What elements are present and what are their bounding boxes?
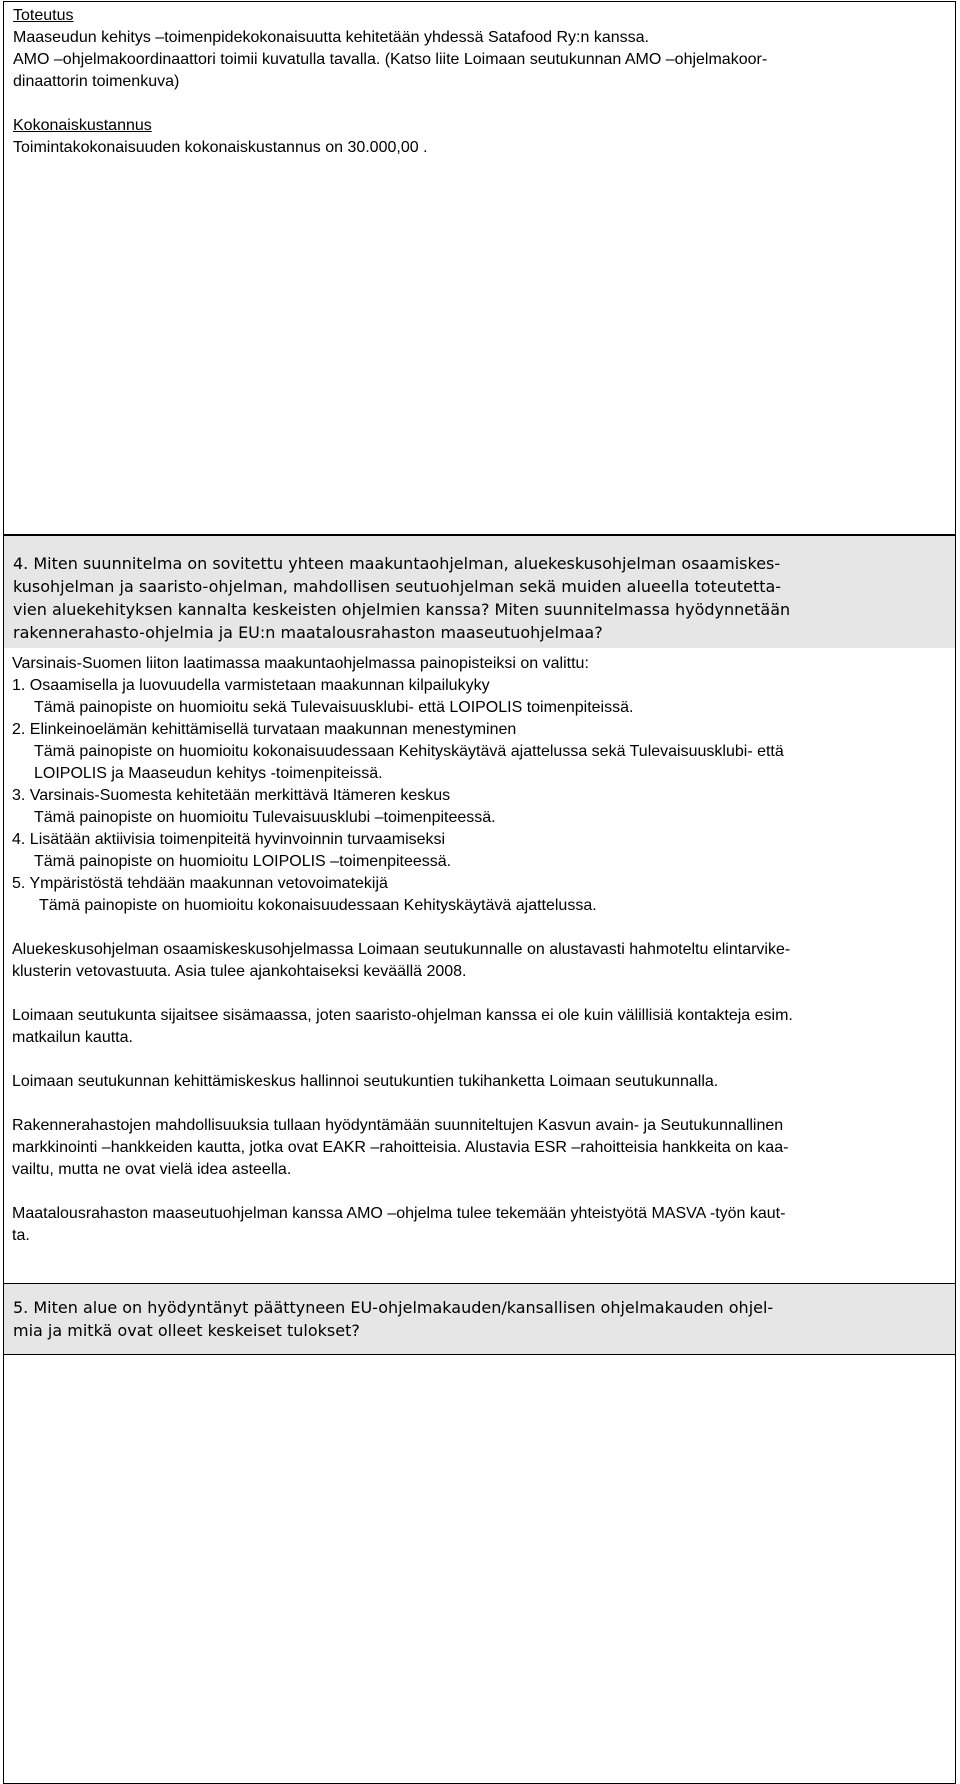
priority-note: Tämä painopiste on huomioitu Tulevaisuusklubi –toimenpiteessä. <box>34 809 496 826</box>
text-line: AMO –ohjelmakoordinaattori toimii kuvatulla tavalla. (Katso liite Loimaan seutukunnan AMO –ohjelmakoor- <box>13 51 768 68</box>
question-line: mia ja mitkä ovat olleet keskeiset tulokset? <box>13 1321 360 1340</box>
priority-note: Tämä painopiste on huomioitu kokonaisuudessaan Kehityskäytävä ajattelussa. <box>39 897 597 914</box>
priority-note: Tämä painopiste on huomioitu sekä Tulevaisuusklubi- että LOIPOLIS toimenpiteissä. <box>34 699 634 716</box>
question-5 <box>3 1283 956 1355</box>
question-line: 4. Miten suunnitelma on sovitettu yhteen maakuntaohjelman, aluekeskusohjelman osaamiskes- <box>13 554 781 573</box>
question-line: vien aluekehityksen kannalta keskeisten ohjelmien kanssa? Miten suunnitelmassa hyödynnetään <box>13 600 791 619</box>
priority-note: Tämä painopiste on huomioitu LOIPOLIS –toimenpiteessä. <box>34 853 452 870</box>
paragraph-line: matkailun kautta. <box>12 1029 133 1046</box>
paragraph-line: ta. <box>12 1227 30 1244</box>
priority-title: 4. Lisätään aktiivisia toimenpiteitä hyvinvoinnin turvaamiseksi <box>12 831 446 848</box>
paragraph-line: Loimaan seutukunta sijaitsee sisämaassa, joten saaristo-ohjelman kanssa ei ole kuin välillisiä kontakteja esim. <box>12 1007 793 1024</box>
paragraph-line: Aluekeskusohjelman osaamiskeskusohjelmassa Loimaan seutukunnalle on alustavasti hahmoteltu elintarvike- <box>12 941 791 958</box>
cost-heading: Kokonaiskustannus <box>13 117 152 134</box>
text-line: Maaseudun kehitys –toimenpidekokonaisuutta kehitetään yhdessä Satafood Ry:n kanssa. <box>13 29 649 46</box>
cost-text: Toimintakokonaisuuden kokonaiskustannus on 30.000,00 . <box>13 139 428 156</box>
section-heading: Toteutus <box>13 7 74 24</box>
priority-note: Tämä painopiste on huomioitu kokonaisuudessaan Kehityskäytävä ajattelussa sekä Tulevaisuusklubi- että <box>34 743 784 760</box>
text-line: dinaattorin toimenkuva) <box>13 73 180 90</box>
question-4 <box>3 535 956 648</box>
priority-title: 1. Osaamisella ja luovuudella varmistetaan maakunnan kilpailukyky <box>12 677 490 694</box>
priority-title: 5. Ympäristöstä tehdään maakunnan vetovoimatekijä <box>12 875 388 892</box>
priority-title: 2. Elinkeinoelämän kehittämisellä turvataan maakunnan menestyminen <box>12 721 517 738</box>
question-line: rakennerahasto-ohjelmia ja EU:n maatalousrahaston maaseutuohjelmaa? <box>13 623 603 642</box>
paragraph-line: Rakennerahastojen mahdollisuuksia tullaan hyödyntämään suunniteltujen Kasvun avain- ja Seutukunnallinen <box>12 1117 784 1134</box>
paragraph-line: vailtu, mutta ne ovat vielä idea asteella. <box>12 1161 292 1178</box>
question-line: kusohjelman ja saaristo-ohjelman, mahdollisen seutuohjelman sekä muiden alueella toteutetta- <box>13 577 782 596</box>
paragraph-line: klusterin vetovastuuta. Asia tulee ajankohtaiseksi keväällä 2008. <box>12 963 467 980</box>
section-toteutus <box>3 1 956 535</box>
answer-4 <box>12 653 947 1247</box>
answer-intro: Varsinais-Suomen liiton laatimassa maakuntaohjelmassa painopisteiksi on valittu: <box>12 655 589 672</box>
question-line: 5. Miten alue on hyödyntänyt päättyneen EU-ohjelmakauden/kansallisen ohjelmakauden ohjel- <box>13 1298 774 1317</box>
paragraph-line: Loimaan seutukunnan kehittämiskeskus hallinnoi seutukuntien tukihanketta Loimaan seutukunnalla. <box>12 1073 719 1090</box>
paragraph-line: markkinointi –hankkeiden kautta, jotka ovat EAKR –rahoitteisia. Alustavia ESR –rahoitteisia hankkeita on kaa- <box>12 1139 789 1156</box>
priority-note: LOIPOLIS ja Maaseudun kehitys -toimenpiteissä. <box>34 765 383 782</box>
paragraph-line: Maatalousrahaston maaseutuohjelman kanssa AMO –ohjelma tulee tekemään yhteistyötä MASVA -työn kaut- <box>12 1205 786 1222</box>
priority-title: 3. Varsinais-Suomesta kehitetään merkittävä Itämeren keskus <box>12 787 451 804</box>
